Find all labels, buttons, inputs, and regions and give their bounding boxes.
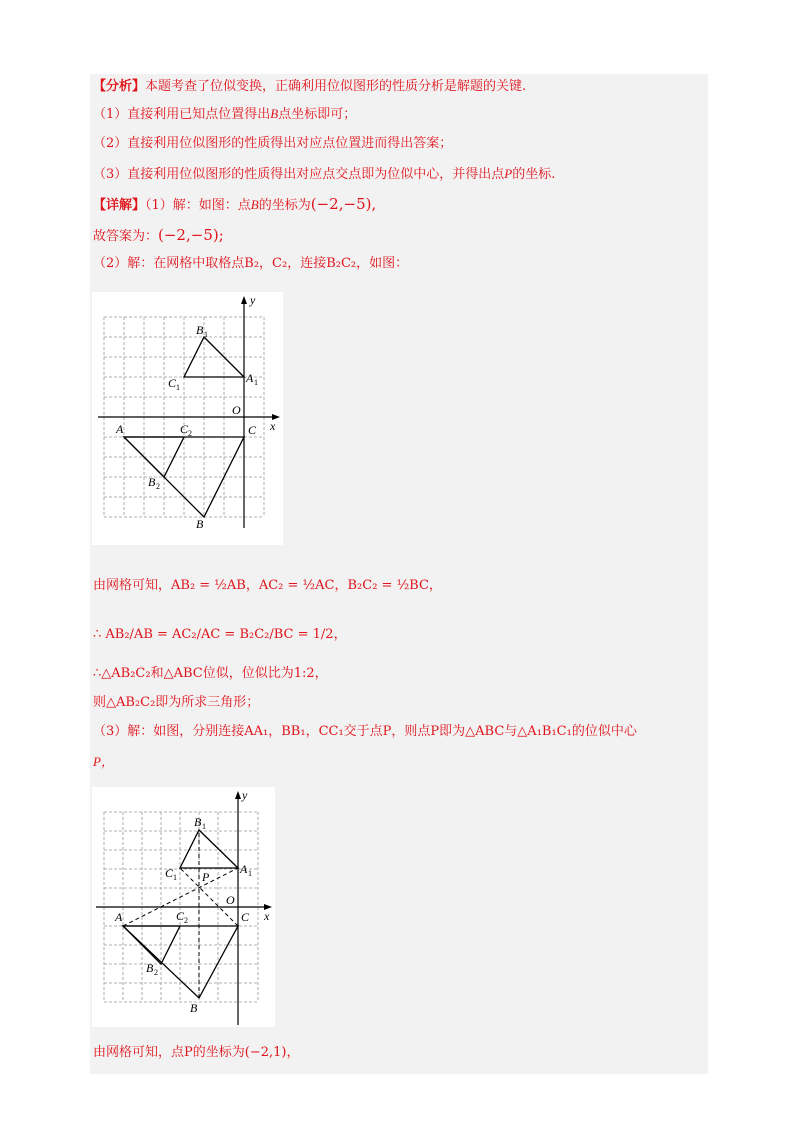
analysis-step-2: （2）直接利用位似图形的性质得出对应点位置进而得出答案； <box>93 136 453 151</box>
fig1-c2-label: C <box>180 422 189 436</box>
figure-2-svg <box>92 787 275 1027</box>
fig1-y-label: y <box>250 293 256 307</box>
fig1-c-label: C <box>248 423 257 437</box>
analysis-text: 本题考查了位似变换，正确利用位似图形的性质分析是解题的关键. <box>145 79 527 94</box>
svg-text:1: 1 <box>176 383 180 392</box>
answer-line: 故答案为：(−2,−5); <box>93 226 224 244</box>
fig2-c1-label: C <box>165 866 174 880</box>
fig1-b2-label: B <box>148 475 156 489</box>
triangle-abc-2 <box>123 926 238 998</box>
fig2-x-label: x <box>264 909 270 923</box>
fig2-c2-label: C <box>176 909 185 923</box>
detail-line-1: 【详解】（1）解：如图：点B的坐标为(−2,−5), <box>93 195 377 213</box>
svg-text:2: 2 <box>154 968 158 977</box>
fig1-x-label: x <box>270 419 276 433</box>
fig1-c1-label: C <box>168 376 177 390</box>
svg-text:2: 2 <box>188 429 192 438</box>
figure-1-svg <box>92 292 283 545</box>
part3-line: （3）解：如图，分别连接AA₁，BB₁，CC₁交于点P，则点P即为△ABC与△A₁B₁C₁的位似中心 <box>93 724 637 739</box>
svg-text:1: 1 <box>202 822 206 831</box>
svg-text:1: 1 <box>254 378 258 387</box>
fig2-b1-label: B <box>194 815 202 829</box>
fig1-a1-label: A <box>246 371 254 385</box>
fig1-b1-label: B <box>196 323 204 337</box>
analysis-line <box>93 77 526 97</box>
svg-text:1: 1 <box>248 869 252 878</box>
svg-text:2: 2 <box>184 916 188 925</box>
ratio-equality-line <box>93 620 347 650</box>
analysis-tag: 【分析】 <box>93 79 146 94</box>
fig2-origin-label: O <box>226 893 235 907</box>
fig2-a-label: A <box>115 910 123 924</box>
fig2-c-label: C <box>241 910 250 924</box>
detail-tag: 【详解】 <box>93 198 146 213</box>
analysis-step-3: （3）直接利用位似图形的性质得出对应点交点即为位似中心，并得出点P的坐标. <box>93 166 556 182</box>
svg-text:1: 1 <box>204 330 208 339</box>
conclusion-line: 则△AB₂C₂即为所求三角形； <box>93 695 260 710</box>
part2-intro: （2）解：在网格中取格点B₂，C₂，连接B₂C₂，如图： <box>93 256 409 271</box>
ratio-equality-text: ∴ AB₂/AB = AC₂/AC = B₂C₂/BC = 1/2， <box>93 627 347 642</box>
fig1-origin-label: O <box>232 403 241 417</box>
fig2-p-label: P <box>202 870 210 884</box>
triangle-a1b1c1-2 <box>180 830 238 868</box>
analysis-step-1: （1）直接利用已知点位置得出B点坐标即可； <box>93 106 357 122</box>
grid-ratio-text: 由网格可知，AB₂ = ½AB，AC₂ = ½AC，B₂C₂ = ½BC， <box>93 578 442 593</box>
part3-line-cont: P， <box>93 754 114 769</box>
svg-text:1: 1 <box>173 873 177 882</box>
grid-ratio-line <box>93 571 442 601</box>
fig2-y-label: y <box>242 788 248 802</box>
similarity-line: ∴△AB₂C₂和△ABC位似，位似比为1:2， <box>93 666 328 681</box>
fig1-b-label: B <box>196 517 204 531</box>
fig2-b-label: B <box>190 1001 198 1015</box>
fig2-b2-label: B <box>146 961 154 975</box>
figure-1-grid <box>92 292 283 545</box>
figure-2-grid <box>92 787 275 1027</box>
final-answer-line: 由网格可知，点P的坐标为(−2,1)， <box>93 1045 300 1060</box>
fig2-a1-label: A <box>240 862 248 876</box>
svg-text:2: 2 <box>156 482 160 491</box>
fig1-a-label: A <box>116 422 124 436</box>
